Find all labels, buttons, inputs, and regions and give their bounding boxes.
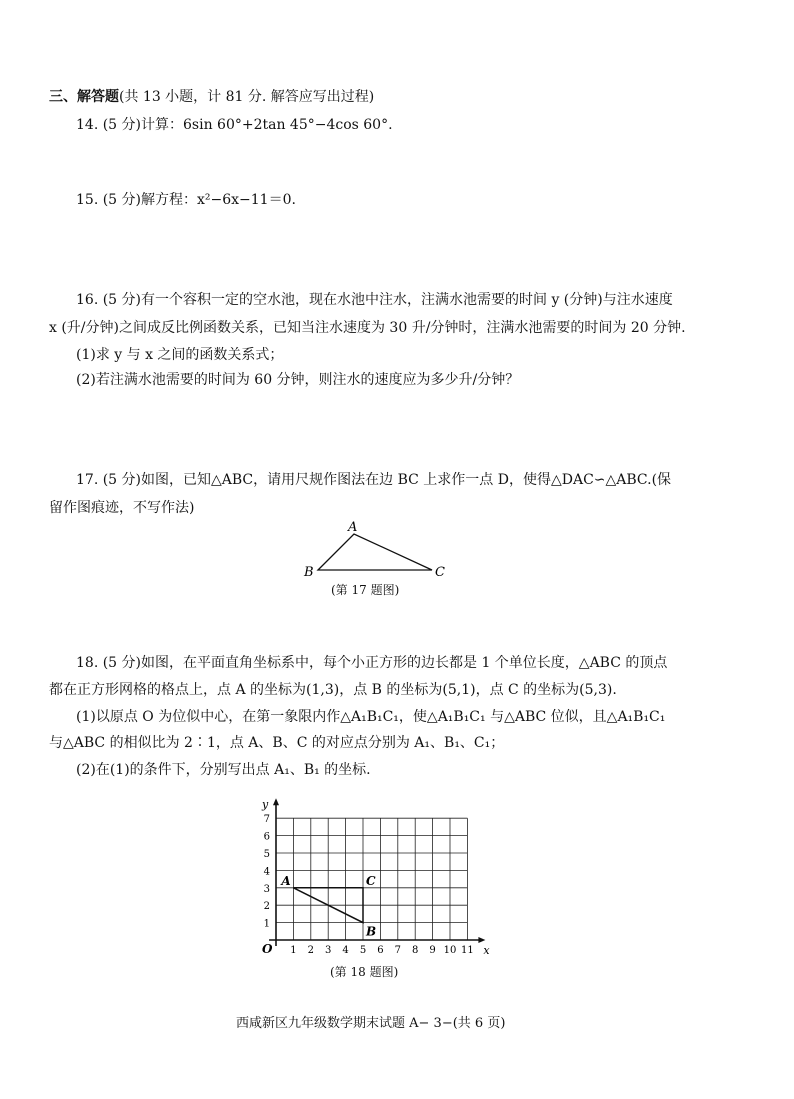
coordinate-grid-svg [250, 780, 495, 960]
question-18-line-1: 18. (5 分)如图，在平面直角坐标系中，每个小正方形的边长都是 1 个单位长度，△ABC 的顶点 [76, 655, 668, 671]
figure-18-caption: (第 18 题图) [330, 965, 399, 979]
question-15: 15. (5 分)解方程：x²−6x−11＝0. [76, 192, 296, 208]
question-18-part-2: (2)在(1)的条件下，分别写出点 A₁、B₁ 的坐标. [76, 762, 371, 778]
section-header [49, 87, 374, 107]
point-label-b: B [366, 924, 377, 939]
figure-17-caption: (第 17 题图) [331, 583, 400, 597]
question-18-part-1-line-2: 与△ABC 的相似比为 2∶1，点 A、B、C 的对应点分别为 A₁、B₁、C₁； [49, 735, 505, 751]
x-tick-label: 2 [307, 945, 314, 956]
question-16-part-1: (1)求 y 与 x 之间的函数关系式； [76, 347, 284, 363]
x-tick-label: 11 [461, 945, 474, 956]
question-16-line-2: x (升/分钟)之间成反比例函数关系，已知当注水速度为 30 升/分钟时，注满水池需要的时间为 20 分钟. [49, 320, 686, 336]
y-tick-label: 1 [263, 918, 270, 930]
x-tick-label: 1 [290, 945, 297, 956]
section-subtitle: (共 13 小题，计 81 分. 解答应写出过程) [119, 89, 375, 105]
y-axis-label: y [262, 798, 269, 812]
x-tick-label: 5 [359, 945, 367, 956]
vertex-label-b: B [304, 565, 314, 580]
x-tick-label: 4 [342, 945, 349, 956]
page-footer: 西咸新区九年级数学期末试题 A− 3−(共 6 页) [236, 1016, 506, 1031]
vertex-label-c: C [435, 565, 445, 580]
question-14: 14. (5 分)计算：6sin 60°+2tan 45°−4cos 60°. [76, 117, 393, 133]
question-17-line-1: 17. (5 分)如图，已知△ABC，请用尺规作图法在边 BC 上求作一点 D，使得△DAC∽△ABC.(保 [76, 472, 672, 488]
question-16-line-1: 16. (5 分)有一个容积一定的空水池，现在水池中注水，注满水池需要的时间 y (分钟)与注水速度 [76, 292, 673, 308]
triangle-abc [318, 534, 432, 570]
question-18-part-1-line-1: (1)以原点 O 为位似中心，在第一象限内作△A₁B₁C₁，使△A₁B₁C₁ 与△ABC 位似，且△A₁B₁C₁ [76, 709, 666, 725]
question-16-part-2: (2)若注满水池需要的时间为 60 分钟，则注水的速度应为多少升/分钟？ [76, 372, 520, 388]
x-tick-label: 10 [443, 945, 457, 956]
y-tick-label: 5 [263, 849, 270, 860]
x-tick-label: 9 [429, 945, 436, 956]
question-17-line-2: 留作图痕迹，不写作法) [49, 500, 195, 516]
y-tick-label: 3 [263, 883, 270, 895]
origin-label: O [262, 942, 273, 956]
y-axis-arrow [273, 798, 279, 805]
y-tick-label: 6 [263, 831, 270, 843]
section-title: 三、解答题 [49, 89, 119, 105]
y-tick-label: 2 [263, 901, 270, 913]
x-tick-label: 3 [325, 945, 332, 956]
figure-17-triangle [298, 518, 448, 580]
question-18-line-2: 都在正方形网格的格点上，点 A 的坐标为(1,3)，点 B 的坐标为(5,1)，点 C 的坐标为(5,3). [49, 682, 617, 698]
x-tick-label: 6 [377, 945, 384, 956]
vertex-label-a: A [348, 520, 358, 535]
point-label-c: C [366, 873, 376, 888]
x-tick-label: 7 [394, 945, 401, 956]
x-axis-arrow [478, 937, 485, 943]
figure-18-grid [250, 780, 495, 960]
y-tick-label: 7 [263, 814, 270, 826]
y-tick-label: 4 [263, 866, 270, 878]
x-tick-label: 8 [412, 945, 419, 956]
x-axis-label: x [483, 944, 490, 957]
point-label-a: A [281, 873, 291, 888]
